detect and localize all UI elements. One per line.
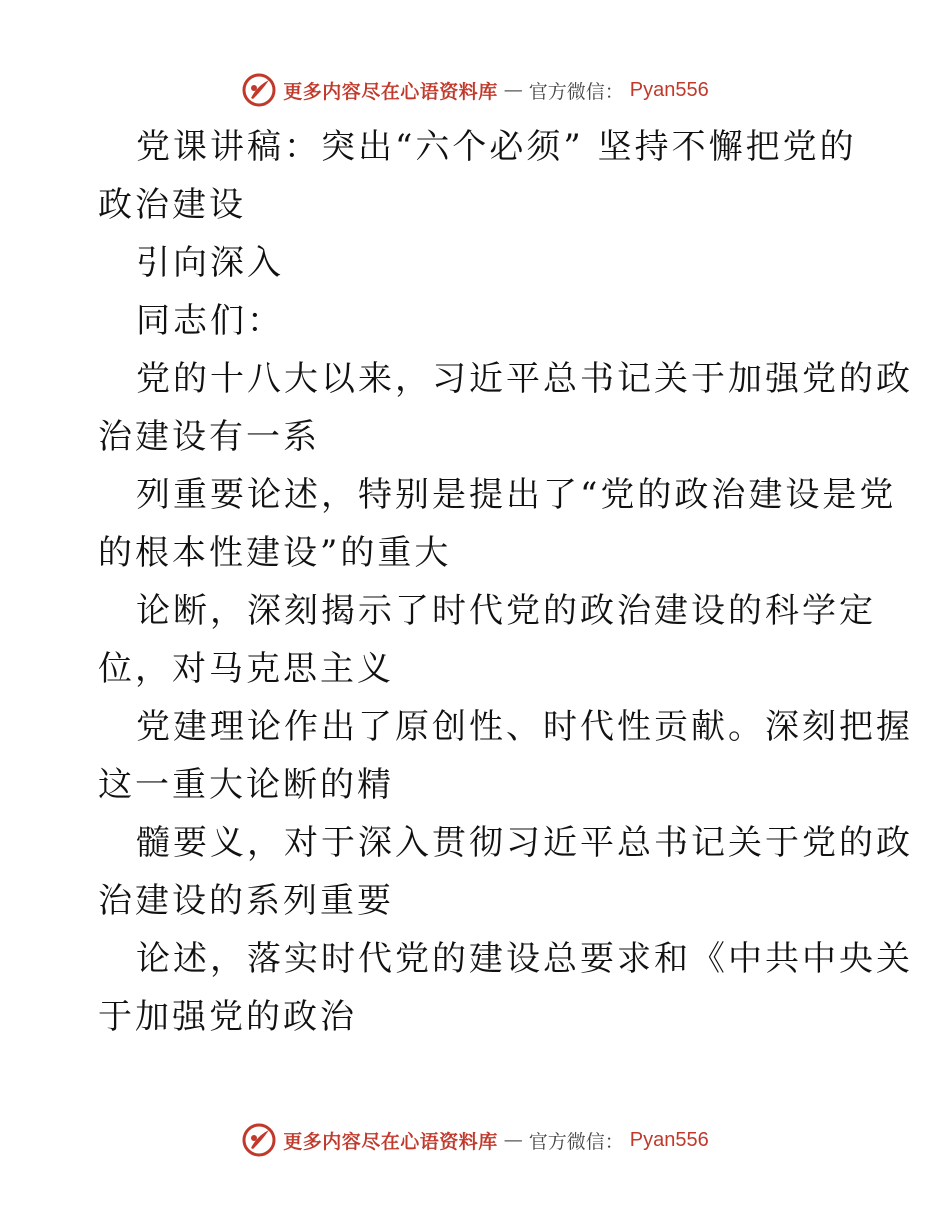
- text-line: 治建设有一系: [98, 417, 320, 457]
- watermark-text: 更多内容尽在心语资料库: [283, 80, 498, 103]
- watermark-separator: —: [503, 1129, 523, 1151]
- quill-logo-icon: [241, 1122, 277, 1158]
- text-line: 论述，落实时代党的建设总要求和《中共中央关: [136, 939, 913, 979]
- text-line: 同志们：: [136, 301, 284, 341]
- text-line: 党课讲稿：突出“六个必须” 坚持不懈把党的: [136, 127, 857, 167]
- text-line: 髓要义，对于深入贯彻习近平总书记关于党的政: [136, 823, 913, 863]
- watermark-text: 更多内容尽在心语资料库: [283, 1130, 498, 1153]
- text-line: 政治建设: [98, 185, 246, 225]
- document-body: [98, 118, 913, 1046]
- text-line: 论断，深刻揭示了时代党的政治建设的科学定: [136, 591, 876, 631]
- text-line: 引向深入: [136, 243, 284, 283]
- text-line: 的根本性建设”的重大: [98, 533, 452, 573]
- footer-watermark: [0, 1120, 950, 1160]
- watermark-separator: —: [503, 79, 523, 101]
- text-line: 位，对马克思主义: [98, 649, 394, 689]
- text-line: 列重要论述，特别是提出了“党的政治建设是党: [136, 475, 897, 515]
- text-line: 党的十八大以来，习近平总书记关于加强党的政: [136, 359, 913, 399]
- quill-logo-icon: [241, 72, 277, 108]
- text-line: 治建设的系列重要: [98, 881, 394, 921]
- watermark-id: Pyan556: [629, 78, 709, 101]
- watermark-id: Pyan556: [629, 1128, 709, 1151]
- text-line: 党建理论作出了原创性、时代性贡献。深刻把握: [136, 707, 913, 747]
- header-watermark: [0, 70, 950, 110]
- watermark-label: 官方微信：: [528, 80, 624, 103]
- text-line: 这一重大论断的精: [98, 765, 394, 805]
- text-line: 于加强党的政治: [98, 997, 357, 1037]
- watermark-label: 官方微信：: [528, 1130, 624, 1153]
